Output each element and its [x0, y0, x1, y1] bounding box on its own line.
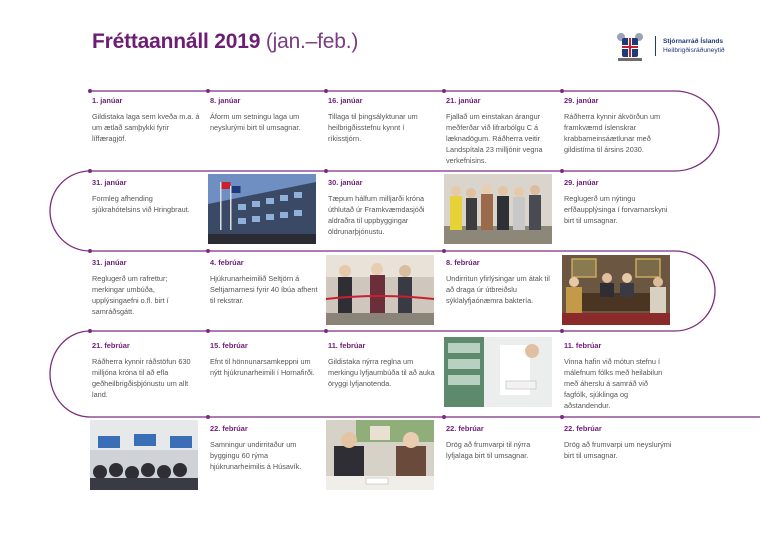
entry-text: Formleg afhending sjúkrahótelsins við Hringbraut. [92, 194, 190, 214]
timeline-entry [564, 424, 672, 461]
entry-text: Ráðherra kynnir ákvörðun um framkvæmd íslenskrar krabbameinsáætlunar með gildistíma til ársins 2030. [564, 112, 661, 154]
entry-date: 8. janúar [210, 96, 241, 105]
title-subtitle: (jan.–feb.) [265, 30, 359, 53]
entry-date: 1. janúar [92, 96, 123, 105]
entry-text: Gildistaka laga sem kveða m.a. á um ætlað samþykki fyrir líffæragjöf. [92, 112, 200, 143]
entry-date: 11. febrúar [328, 341, 366, 350]
timeline-entry [564, 178, 672, 226]
entry-text: Tillaga til þingsályktunar um heilbrigðisstefnu kynnt í ríkisstjórn. [328, 112, 418, 143]
entry-date: 22. febrúar [446, 424, 484, 433]
timeline-entry [92, 96, 200, 144]
ribbon-cutting-photo [326, 255, 434, 325]
logo-line1: Stjórnarráð Íslands [663, 38, 724, 45]
entry-date: 22. febrúar [210, 424, 248, 433]
entry-date: 8. febrúar [446, 258, 480, 267]
logo-line2: Heilbrigðisráðuneytið [663, 47, 725, 54]
entry-date: 31. janúar [92, 258, 127, 267]
timeline-entry [92, 341, 200, 400]
entry-text: Gildistaka nýrra reglna um merkingu lyfjaumbúða til að auka öryggi lyfjanotenda. [328, 357, 435, 388]
pharmacy-photo [444, 337, 552, 407]
entry-text: Reglugerð um nýtingu erfðaupplýsinga í forvarnarskyni birt til umsagnar. [564, 194, 668, 225]
entry-text: Vinna hafin við mótun stefnu í málefnum fólks með heilabilun með áherslu á samráð við fagfólk, sjúklinga og aðstandendur. [564, 357, 663, 410]
timeline-entry [564, 341, 672, 411]
entry-date: 21. febrúar [92, 341, 130, 350]
entry-text: Fjallað um einstakan árangur meðferðar við lifrarbólgu C á læknadögum. Ráðherra veitir Landspítala 23 milljónir vegna verkefnisins. [446, 112, 543, 165]
timeline-entry [328, 341, 436, 389]
entry-date: 30. janúar [328, 178, 363, 187]
signing-meeting-photo [562, 255, 670, 325]
contract-signing-photo [326, 420, 434, 490]
entry-date: 16. janúar [328, 96, 363, 105]
timeline-entry [210, 258, 318, 306]
entry-date: 31. janúar [92, 178, 127, 187]
entry-text: Undirritun yfirlýsingar um átak til að draga úr útbreiðslu sýklalyfjaónæmra baktería. [446, 274, 550, 305]
entry-text: Ráðherra kynnir ráðstöfun 630 milljóna króna til að efla geðheilbrigðisþjónustu um allt land. [92, 357, 191, 399]
entry-date: 21. janúar [446, 96, 481, 105]
entry-text: Áform um setningu laga um neyslurými birt til umsagnar. [210, 112, 301, 132]
timeline-entry [446, 424, 554, 461]
entry-text: Samningur undirritaður um byggingu 60 rýma hjúkrunarheimilis á Húsavík. [210, 440, 302, 471]
timeline-entry [446, 258, 554, 306]
entry-text: Drög að frumvarpi um neyslurými birt til umsagnar. [564, 440, 672, 460]
timeline-entry [92, 258, 200, 317]
timeline-entry [210, 341, 318, 378]
entry-date: 22. febrúar [564, 424, 602, 433]
timeline-entry [92, 178, 200, 215]
entry-text: Hjúkrunarheimilið Seltjörn á Seltjarnarnesi fyrir 40 íbúa afhent til rekstrar. [210, 274, 318, 305]
timeline-entry [328, 96, 436, 144]
group-photo [444, 174, 552, 244]
title-bold: Fréttaannáll 2019 [92, 30, 261, 53]
timeline-entry [210, 96, 318, 133]
entry-date: 15. febrúar [210, 341, 248, 350]
timeline-entry [564, 96, 672, 155]
building-photo [208, 174, 316, 244]
timeline-entry [328, 178, 436, 237]
entry-date: 11. febrúar [564, 341, 602, 350]
entry-text: Tæpum hálfum milljarði króna úthlutað úr Framkvæmdasjóði aldraðra til uppbyggingar öldrunarþjónustu. [328, 194, 425, 236]
conference-photo [90, 420, 198, 490]
entry-date: 29. janúar [564, 178, 599, 187]
entry-text: Drög að frumvarpi til nýrra lyfjalaga birt til umsagnar. [446, 440, 531, 460]
timeline-entry [210, 424, 318, 472]
entry-date: 4. febrúar [210, 258, 244, 267]
entry-text: Reglugerð um rafrettur; merkingar umbúða, upplýsingaefni o.fl. birt í samráðsgátt. [92, 274, 169, 316]
entry-date: 29. janúar [564, 96, 599, 105]
entry-text: Efnt til hönnunarsamkeppni um nýtt hjúkrunarheimili í Hornafirði. [210, 357, 315, 377]
timeline-entry [446, 96, 554, 166]
